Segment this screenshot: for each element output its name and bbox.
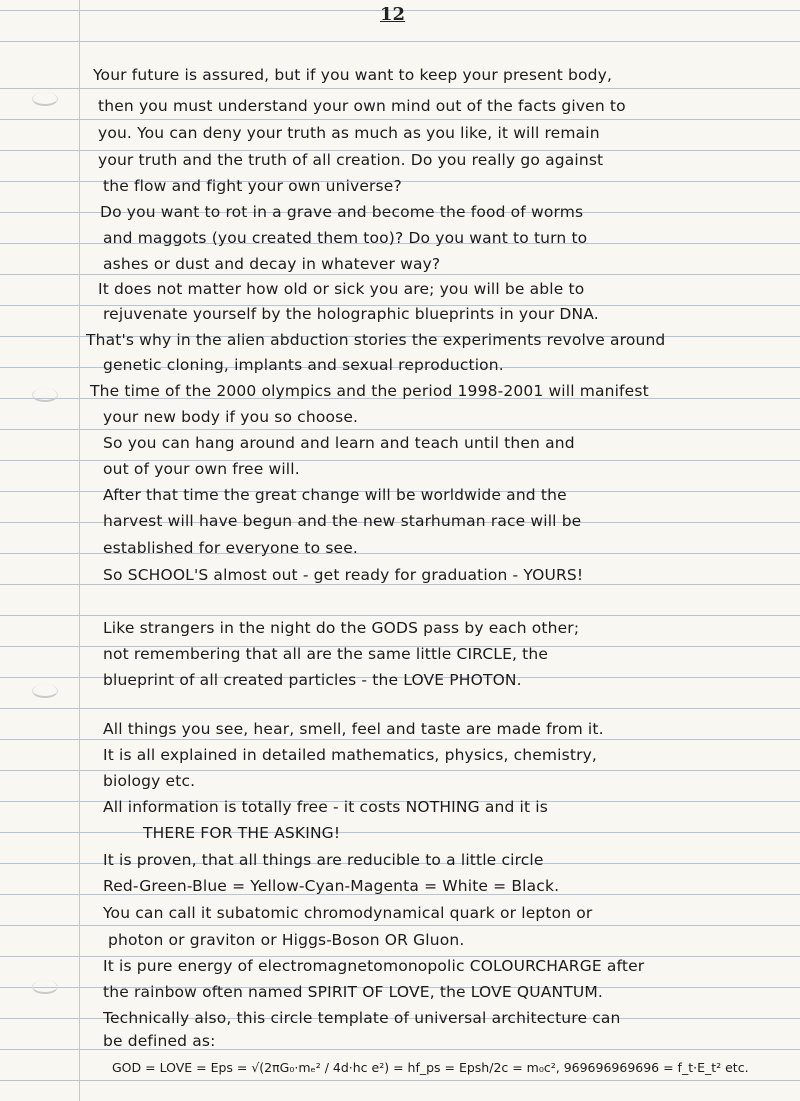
text-line: It is proven, that all things are reducible to a little circle (103, 851, 544, 869)
text-line: ashes or dust and decay in whatever way? (103, 255, 441, 273)
text-line: be defined as: (103, 1032, 216, 1050)
text-line: then you must understand your own mind out of the facts given to (98, 97, 626, 115)
text-line: your new body if you so choose. (103, 408, 359, 426)
text-line: harvest will have begun and the new starhuman race will be (103, 512, 582, 530)
text-line: Red-Green-Blue = Yellow-Cyan-Magenta = White = Black. (103, 877, 560, 895)
formula-line: GOD = LOVE = Eps = √(2πG₀·mₑ² / 4d·hc e²) = hf_ps = Epsh/2c = m₀c², 969696969696 = f_t·E_t² etc. (112, 1060, 749, 1075)
text-line: photon or graviton or Higgs-Boson OR Gluon. (108, 931, 465, 949)
text-line: blueprint of all created particles - the LOVE PHOTON. (103, 671, 522, 689)
text-line: you. You can deny your truth as much as you like, it will remain (98, 124, 600, 142)
text-line: the flow and fight your own universe? (103, 177, 402, 195)
text-line: Like strangers in the night do the GODS pass by each other; (103, 619, 580, 637)
text-line: All information is totally free - it costs NOTHING and it is (103, 798, 548, 816)
text-line: Your future is assured, but if you want to keep your present body, (93, 66, 613, 84)
text-line: After that time the great change will be worldwide and the (103, 486, 567, 504)
text-line: So you can hang around and learn and teach until then and (103, 434, 575, 452)
text-line: All things you see, hear, smell, feel and taste are made from it. (103, 720, 604, 738)
text-line: the rainbow often named SPIRIT OF LOVE, the LOVE QUANTUM. (103, 983, 603, 1001)
text-line: It is pure energy of electromagnetomonopolic COLOURCHARGE after (103, 957, 645, 975)
text-line: and maggots (you created them too)? Do you want to turn to (103, 229, 588, 247)
text-line: Technically also, this circle template of universal architecture can (103, 1009, 621, 1027)
text-line: out of your own free will. (103, 460, 300, 478)
text-line: biology etc. (103, 772, 196, 790)
text-line: You can call it subatomic chromodynamical quark or lepton or (103, 904, 593, 922)
text-line: The time of the 2000 olympics and the period 1998-2001 will manifest (90, 382, 649, 400)
text-line: That's why in the alien abduction stories the experiments revolve around (86, 331, 666, 349)
text-line: genetic cloning, implants and sexual reproduction. (103, 356, 504, 374)
text-line: It is all explained in detailed mathematics, physics, chemistry, (103, 746, 598, 764)
text-line: Do you want to rot in a grave and become the food of worms (100, 203, 584, 221)
text-line: THERE FOR THE ASKING! (143, 824, 341, 842)
text-line: not remembering that all are the same little CIRCLE, the (103, 645, 549, 663)
page-number: 12 (380, 4, 406, 25)
text-line: It does not matter how old or sick you are; you will be able to (98, 280, 585, 298)
text-line: rejuvenate yourself by the holographic blueprints in your DNA. (103, 305, 599, 323)
text-line: your truth and the truth of all creation. Do you really go against (98, 151, 604, 169)
text-line: established for everyone to see. (103, 539, 359, 557)
text-line: So SCHOOL'S almost out - get ready for graduation - YOURS! (103, 566, 584, 584)
